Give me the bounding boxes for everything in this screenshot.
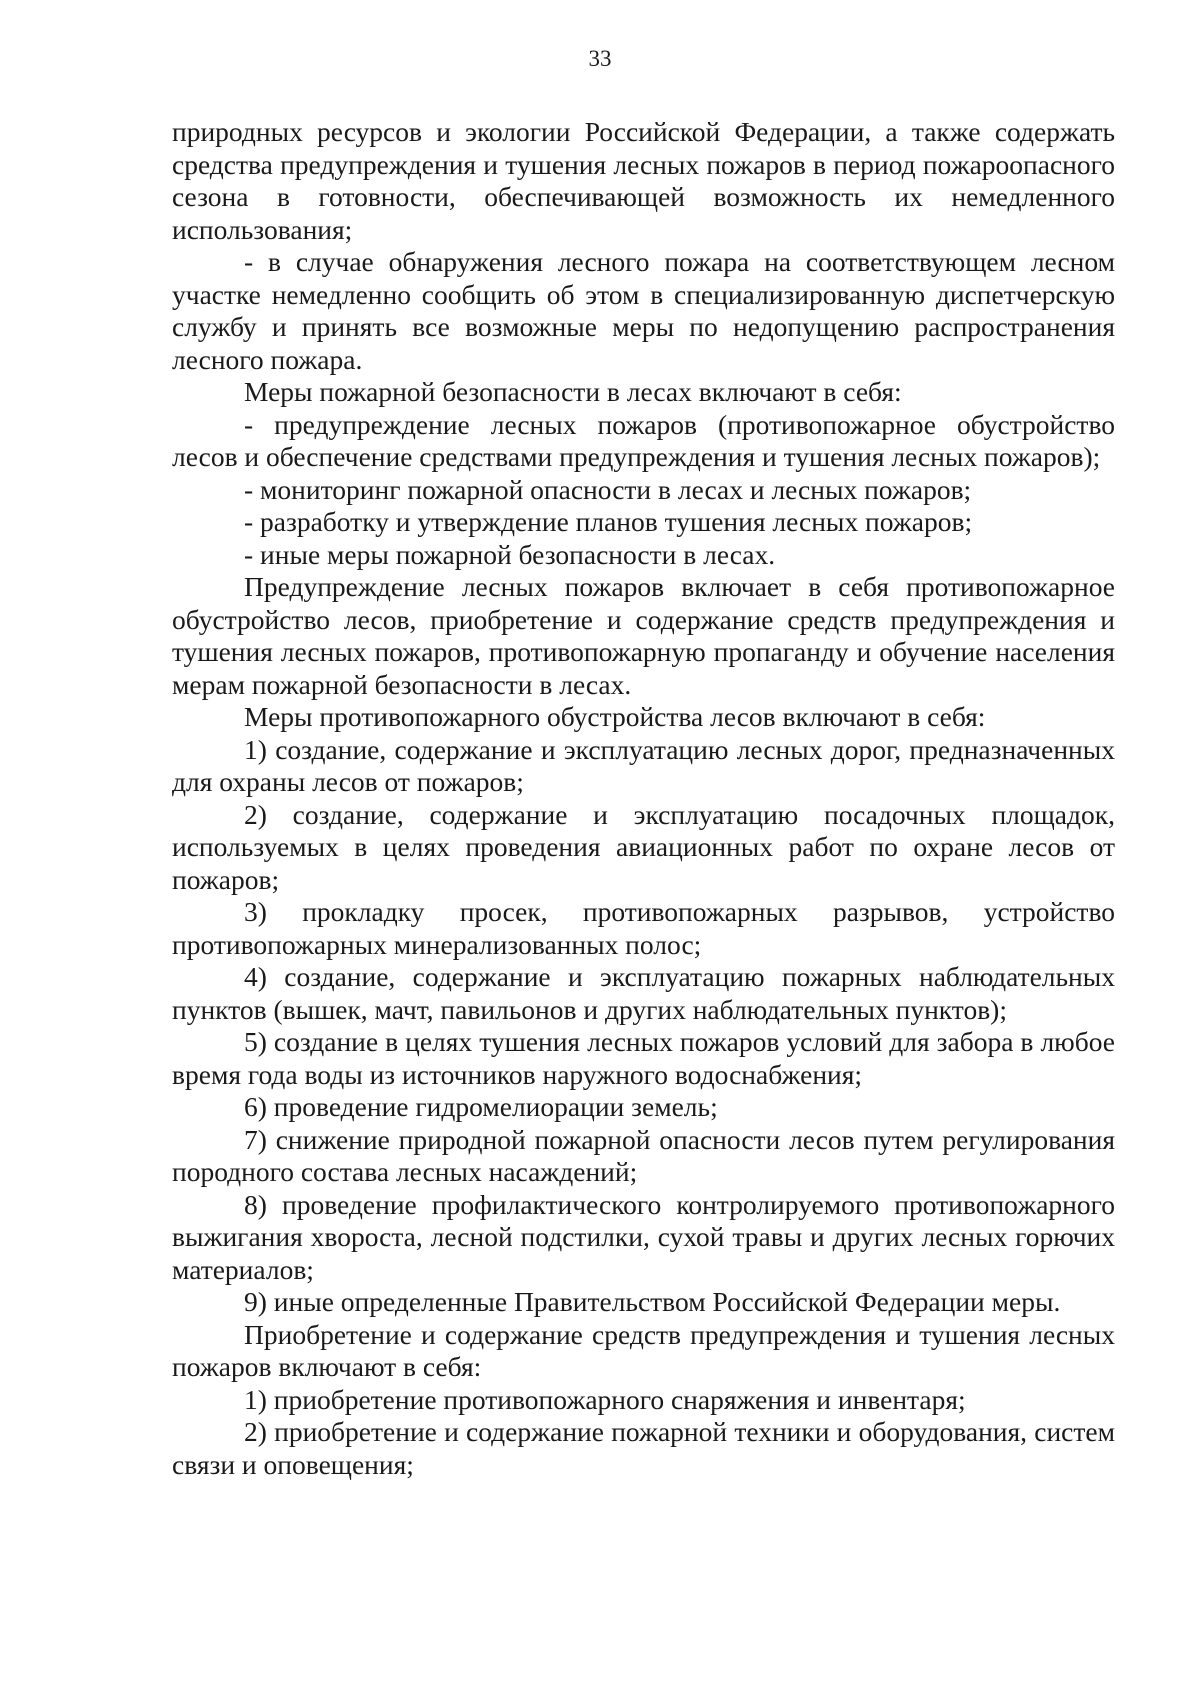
list-item: - предупреждение лесных пожаров (противопожарное обустройство лесов и обеспечение средствами предупреждения и тушения лесных пожаров); <box>172 408 1115 472</box>
paragraph: Меры противопожарного обустройства лесов включают в себя: <box>244 701 986 732</box>
list-item: 8) проведение профилактического контролируемого противопожарного выжигания хвороста, лесной подстилки, сухой травы и других лесных горючих материалов; <box>172 1188 1115 1285</box>
list-item: 1) создание, содержание и эксплуатацию лесных дорог, предназначенных для охраны лесов от пожаров; <box>172 733 1115 797</box>
list-item: 1) приобретение противопожарного снаряжения и инвентаря; <box>244 1383 966 1415</box>
list-item: 2) создание, содержание и эксплуатацию посадочных площадок, используемых в целях проведения авиационных работ по охране лесов от пожаров; <box>172 798 1115 895</box>
paragraph: природных ресурсов и экологии Российской Федерации, а также содержать средства предупреждения и тушения лесных пожаров в период пожароопасного сезона в готовности, обеспечивающей возможность их немедленного использования; <box>172 116 1115 245</box>
list-item: 4) создание, содержание и эксплуатацию пожарных наблюдательных пунктов (вышек, мачт, павильонов и других наблюдательных пунктов); <box>172 961 1115 1025</box>
list-item: - иные меры пожарной безопасности в лесах. <box>244 538 776 570</box>
list-item: 2) приобретение и содержание пожарной техники и оборудования, систем связи и оповещения; <box>172 1416 1115 1480</box>
page-number: 33 <box>588 46 612 71</box>
list-item: - разработку и утверждение планов тушения лесных пожаров; <box>244 506 973 537</box>
list-item: 5) создание в целях тушения лесных пожаров условий для забора в любое время года воды из источников наружного водоснабжения; <box>172 1026 1115 1090</box>
list-item: 9) иные определенные Правительством Российской Федерации меры. <box>244 1286 1061 1317</box>
document-body <box>172 116 1115 1481</box>
list-item: - мониторинг пожарной опасности в лесах и лесных пожаров; <box>244 473 972 505</box>
paragraph: Меры пожарной безопасности в лесах включают в себя: <box>244 376 902 407</box>
paragraph: - в случае обнаружения лесного пожара на соответствующем лесном участке немедленно сообщить об этом в специализированную диспетчерскую службу и принять все возможные меры по недопущению распространения лесного пожара. <box>172 246 1115 375</box>
list-item: 6) проведение гидромелиорации земель; <box>244 1091 718 1122</box>
paragraph: Предупреждение лесных пожаров включает в себя противопожарное обустройство лесов, приобретение и содержание средств предупреждения и тушения лесных пожаров, противопожарную пропаганду и обучение населения мерам пожарной безопасности в лесах. <box>172 571 1115 700</box>
list-item: 3) прокладку просек, противопожарных разрывов, устройство противопожарных минерализованных полос; <box>172 896 1115 960</box>
paragraph: Приобретение и содержание средств предупреждения и тушения лесных пожаров включают в себя: <box>172 1318 1115 1382</box>
list-item: 7) снижение природной пожарной опасности лесов путем регулирования породного состава лесных насаждений; <box>172 1123 1115 1187</box>
